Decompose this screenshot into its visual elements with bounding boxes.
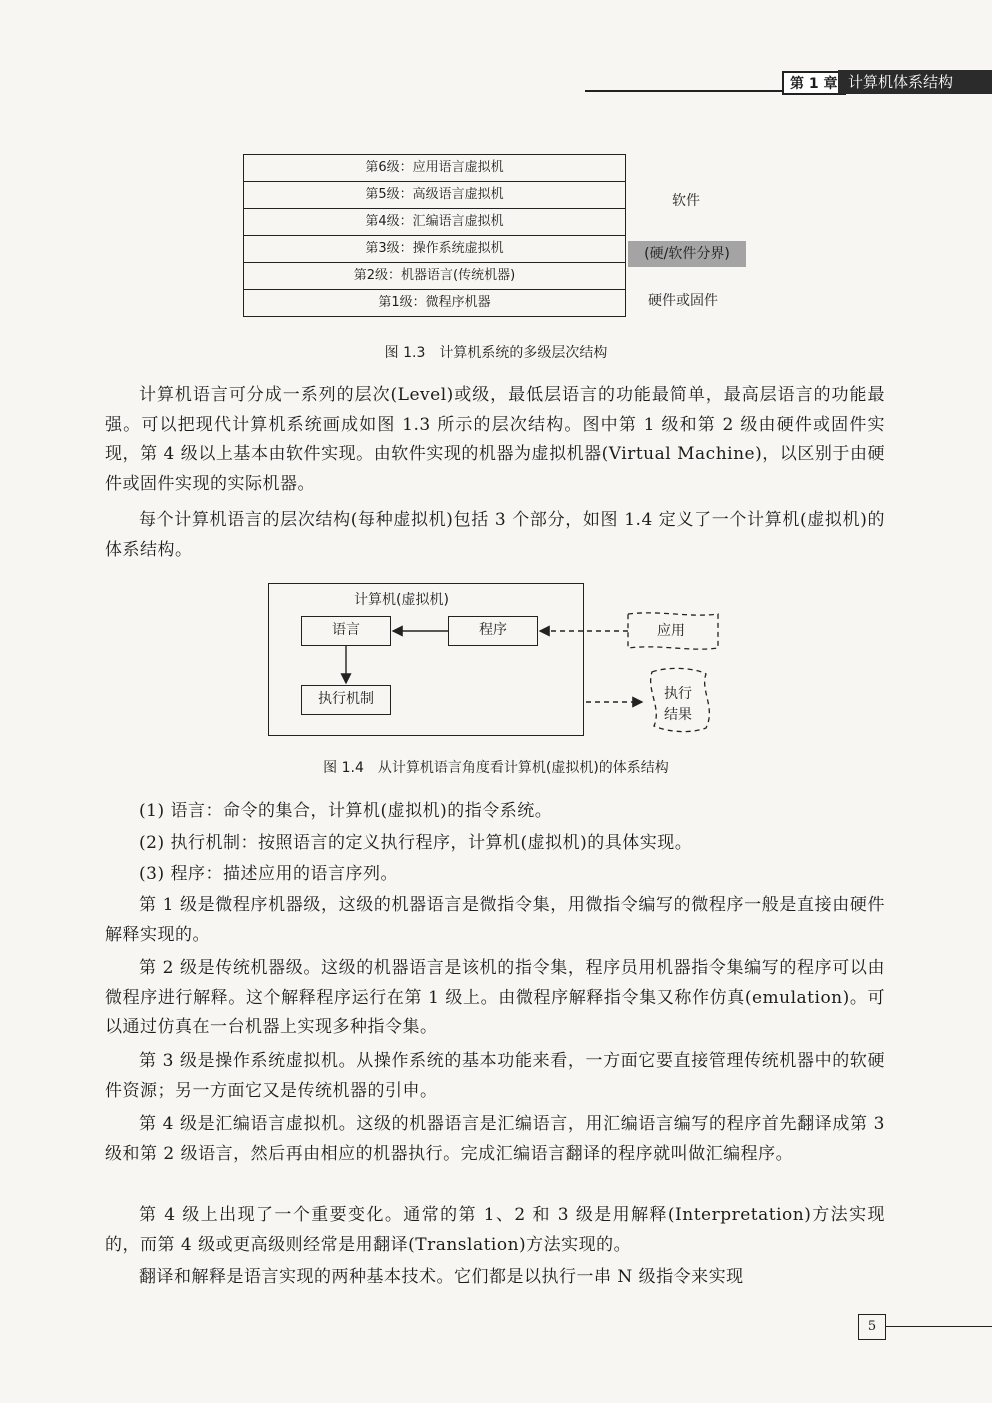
level-4-cell: 第4级：汇编语言虚拟机 [244, 209, 626, 236]
program-box: 程序 [448, 616, 538, 646]
language-box: 语言 [301, 616, 391, 646]
figure-1-4-caption: 图 1.4 从计算机语言角度看计算机(虚拟机)的体系结构 [323, 760, 669, 776]
paragraph-level-1: 第 1 级是微程序机器级，这级的机器语言是微指令集，用微指令编写的微程序一般是直接由硬件解释实现的。 [105, 895, 885, 945]
paragraph-level-3: 第 3 级是操作系统虚拟机。从操作系统的基本功能来看，一方面它要直接管理传统机器中的软硬件资源；另一方面它又是传统机器的引申。 [105, 1051, 885, 1101]
chapter-badge: 第 1 章 [782, 71, 846, 95]
execution-box: 执行机制 [301, 685, 391, 715]
figure-1-3-caption: 图 1.3 计算机系统的多级层次结构 [384, 345, 608, 361]
paragraph-level-2: 第 2 级是传统机器级。这级的机器语言是该机的指令集，程序员用机器指令集编写的程序可以由微程序进行解释。这个解释程序运行在第 1 级上。由微程序解释指令集又称作仿真(emulation)。可以通过仿真在一台机器上实现多种指令集。 [105, 958, 885, 1037]
paragraph-three-parts: 每个计算机语言的层次结构(每种虚拟机)包括 3 个部分，如图 1.4 定义了一个计算机(虚拟机)的体系结构。 [105, 510, 885, 560]
boundary-label: (硬/软件分界) [628, 241, 746, 267]
paragraph-translation-interpretation: 翻译和解释是语言实现的两种基本技术。它们都是以执行一串 N 级指令来实现 [139, 1267, 744, 1287]
level-1-cell: 第1级：微程序机器 [244, 290, 626, 317]
hardware-label: 硬件或固件 [648, 293, 718, 309]
level-6-cell: 第6级：应用语言虚拟机 [244, 155, 626, 182]
level-5-cell: 第5级：高级语言虚拟机 [244, 182, 626, 209]
list-item-language: (1) 语言：命令的集合，计算机(虚拟机)的指令系统。 [139, 801, 553, 821]
paragraph-important-change: 第 4 级上出现了一个重要变化。通常的第 1、2 和 3 级是用解释(Interpretation)方法实现的，而第 4 级或更高级则经常是用翻译(Translation)方法实现的。 [105, 1205, 885, 1255]
paragraph-level-4: 第 4 级是汇编语言虚拟机。这级的机器语言是汇编语言，用汇编语言编写的程序首先翻译成第 3 级和第 2 级语言，然后再由相应的机器执行。完成汇编语言翻译的程序就叫做汇编程序。 [105, 1114, 885, 1164]
level-2-cell: 第2级：机器语言(传统机器) [244, 263, 626, 290]
list-item-execution: (2) 执行机制：按照语言的定义执行程序，计算机(虚拟机)的具体实现。 [139, 833, 693, 853]
virtual-machine-label: 计算机(虚拟机) [354, 592, 449, 608]
application-label: 应用 [657, 623, 685, 639]
page-number: 5 [858, 1314, 886, 1340]
chapter-title: 计算机体系结构 [838, 70, 992, 94]
software-label: 软件 [672, 193, 700, 209]
list-item-program: (3) 程序：描述应用的语言序列。 [139, 864, 398, 884]
paragraph-levels-intro: 计算机语言可分成一系列的层次(Level)或级，最低层语言的功能最简单，最高层语言的功能最强。可以把现代计算机系统画成如图 1.3 所示的层次结构。图中第 1 级和第 2 级由硬件或固件实现，第 4 级以上基本由软件实现。由软件实现的机器为虚拟机器(Virtual Machine)，以区别于由硬件或固件实现的实际机器。 [105, 385, 885, 494]
result-label-line2: 结果 [664, 707, 692, 723]
result-label-line1: 执行 [664, 686, 692, 702]
level-3-cell: 第3级：操作系统虚拟机 [244, 236, 626, 263]
footer-rule [886, 1326, 992, 1327]
